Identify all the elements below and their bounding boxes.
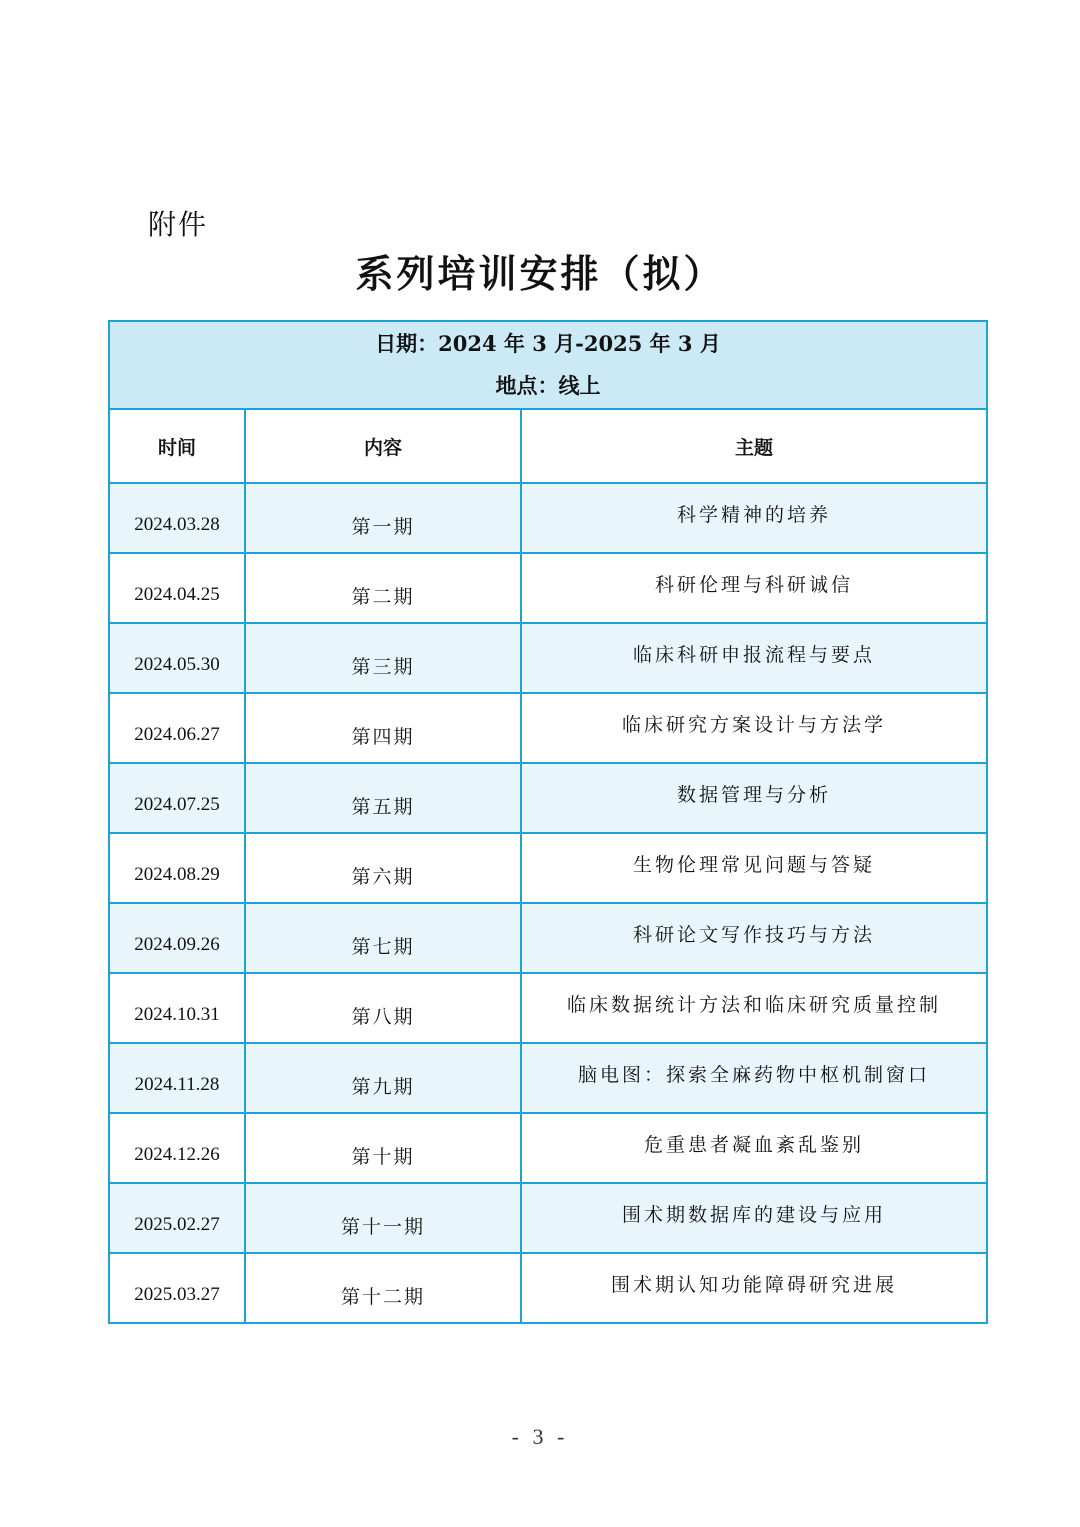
issue-cell: 第一期 (245, 483, 521, 553)
date-cell: 2024.04.25 (109, 553, 245, 623)
date-cell: 2025.02.27 (109, 1183, 245, 1253)
topic-cell: 临床数据统计方法和临床研究质量控制 (521, 973, 987, 1043)
location-text: 地点：线上 (495, 373, 601, 398)
document-title: 系列培训安排（拟） (355, 252, 725, 296)
table-body (109, 483, 987, 1323)
date-cell: 2024.06.27 (109, 693, 245, 763)
issue-cell: 第三期 (245, 623, 521, 693)
date-cell: 2025.03.27 (109, 1253, 245, 1323)
table-row (109, 973, 987, 1043)
issue-cell: 第十二期 (245, 1253, 521, 1323)
date-cell: 2024.12.26 (109, 1113, 245, 1183)
table-row (109, 1253, 987, 1323)
topic-cell: 围术期数据库的建设与应用 (521, 1183, 987, 1253)
attachment-label: 附件 (148, 208, 209, 241)
column-header-row (109, 409, 987, 483)
table-row (109, 693, 987, 763)
table-row (109, 553, 987, 623)
topic-cell: 围术期认知功能障碍研究进展 (521, 1253, 987, 1323)
training-schedule-table (108, 320, 988, 1324)
header-topic: 主题 (521, 409, 987, 483)
table-row (109, 483, 987, 553)
issue-cell: 第五期 (245, 763, 521, 833)
info-cell (109, 321, 987, 409)
date-cell: 2024.08.29 (109, 833, 245, 903)
issue-cell: 第十一期 (245, 1183, 521, 1253)
date-cell: 2024.10.31 (109, 973, 245, 1043)
table-row (109, 623, 987, 693)
issue-cell: 第六期 (245, 833, 521, 903)
topic-cell: 科学精神的培养 (521, 483, 987, 553)
topic-cell: 数据管理与分析 (521, 763, 987, 833)
date-cell: 2024.11.28 (109, 1043, 245, 1113)
page-number: - 3 - (511, 1424, 569, 1449)
date-cell: 2024.03.28 (109, 483, 245, 553)
topic-cell: 危重患者凝血紊乱鉴别 (521, 1113, 987, 1183)
topic-cell: 临床研究方案设计与方法学 (521, 693, 987, 763)
date-cell: 2024.09.26 (109, 903, 245, 973)
issue-cell: 第八期 (245, 973, 521, 1043)
date-cell: 2024.07.25 (109, 763, 245, 833)
table-row (109, 763, 987, 833)
issue-cell: 第七期 (245, 903, 521, 973)
table-row (109, 1183, 987, 1253)
topic-cell: 临床科研申报流程与要点 (521, 623, 987, 693)
issue-cell: 第四期 (245, 693, 521, 763)
issue-cell: 第九期 (245, 1043, 521, 1113)
issue-cell: 第十期 (245, 1113, 521, 1183)
table-row (109, 1113, 987, 1183)
table-row (109, 833, 987, 903)
date-range-text: 日期：2024 年 3 月-2025 年 3 月 (375, 331, 721, 356)
header-time: 时间 (109, 409, 245, 483)
table-row (109, 1043, 987, 1113)
topic-cell: 科研伦理与科研诚信 (521, 553, 987, 623)
table-row (109, 903, 987, 973)
header-content: 内容 (245, 409, 521, 483)
date-cell: 2024.05.30 (109, 623, 245, 693)
info-row (109, 321, 987, 409)
issue-cell: 第二期 (245, 553, 521, 623)
topic-cell: 生物伦理常见问题与答疑 (521, 833, 987, 903)
topic-cell: 科研论文写作技巧与方法 (521, 903, 987, 973)
topic-cell: 脑电图：探索全麻药物中枢机制窗口 (521, 1043, 987, 1113)
